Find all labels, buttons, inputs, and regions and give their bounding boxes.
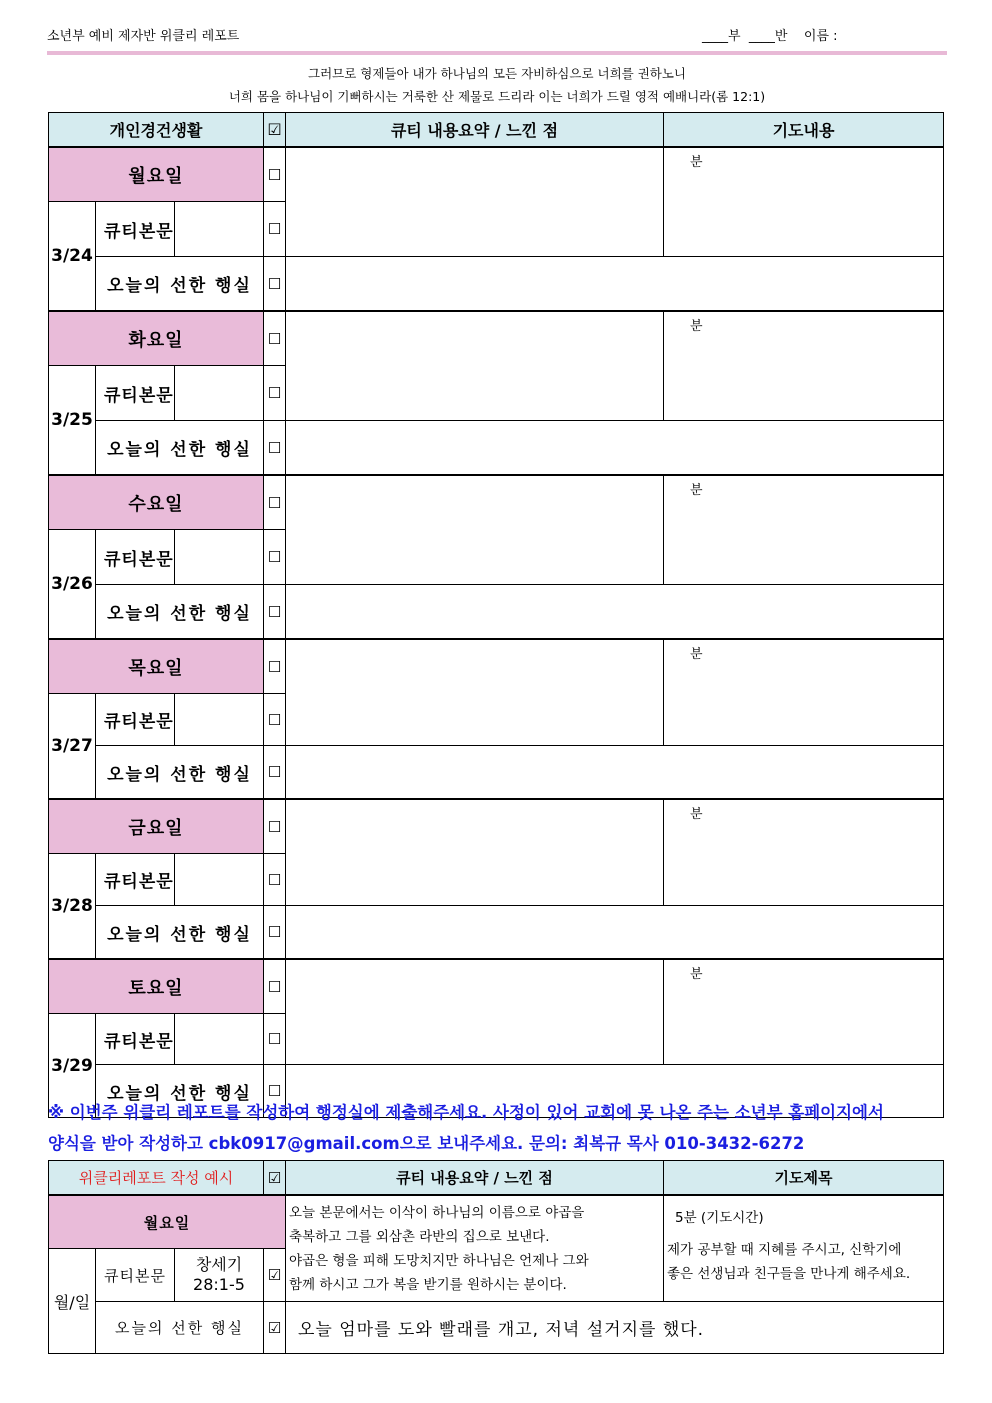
deed-field[interactable] (286, 257, 944, 312)
qt-reference-field[interactable] (175, 202, 264, 257)
submission-notice (48, 1097, 944, 1159)
qt-checkbox[interactable]: ☐ (264, 1014, 286, 1065)
deed-field[interactable] (286, 746, 944, 800)
deed-label: 오늘의 선한 행실 (96, 257, 264, 312)
deed-label: 오늘의 선한 행실 (96, 421, 264, 476)
col-header-prayer: 기도내용 (664, 113, 944, 148)
qt-label: 큐티본문 (96, 530, 175, 585)
example-qt-checkbox[interactable]: ☑ (264, 1249, 286, 1302)
example-day: 월요일 (49, 1195, 286, 1249)
day-name: 목요일 (49, 639, 264, 694)
deed-checkbox[interactable]: ☐ (264, 906, 286, 960)
qt-label: 큐티본문 (96, 694, 175, 746)
deed-field[interactable] (286, 421, 944, 476)
weekly-report-table (48, 112, 944, 1118)
class-name-fields: ____부 ____반 이름 : (702, 29, 838, 44)
day-name: 토요일 (49, 959, 264, 1014)
day-name: 금요일 (49, 799, 264, 854)
day-name: 월요일 (49, 147, 264, 202)
prayer-field[interactable] (664, 311, 944, 421)
deed-label: 오늘의 선한 행실 (96, 585, 264, 640)
day-checkbox[interactable]: ☐ (264, 799, 286, 854)
notice-line-2: 양식을 받아 작성하고 cbk0917@gmail.com으로 보내주세요. 문의: 최복규 목사 010-3432-6272 (48, 1134, 805, 1153)
qt-label: 큐티본문 (96, 366, 175, 421)
qt-checkbox[interactable]: ☐ (264, 530, 286, 585)
qt-summary-field[interactable] (286, 311, 664, 421)
day-checkbox[interactable]: ☐ (264, 959, 286, 1014)
qt-checkbox[interactable]: ☐ (264, 854, 286, 906)
qt-summary-field[interactable] (286, 959, 664, 1065)
example-qt-reference: 창세기 28:1-5 (175, 1249, 264, 1302)
minutes-label: 분 (690, 483, 703, 498)
example-deed-text: 오늘 엄마를 도와 빨래를 개고, 저녁 설거지를 했다. (286, 1302, 944, 1354)
notice-line-1: ※ 이번주 위클리 레포트를 작성하여 행정실에 제출해주세요. 사정이 있어 교회에 못 나온 주는 소년부 홈페이지에서 (48, 1103, 884, 1122)
minutes-label: 분 (690, 155, 703, 170)
day-name: 화요일 (49, 311, 264, 366)
qt-label: 큐티본문 (96, 1014, 175, 1065)
deed-checkbox[interactable]: ☐ (264, 746, 286, 800)
prayer-field[interactable] (664, 639, 944, 746)
example-title: 위클리레포트 작성 예시 (49, 1161, 264, 1196)
example-table (48, 1160, 944, 1354)
qt-summary-field[interactable] (286, 639, 664, 746)
example-prayer: 5분 (기도시간) 제가 공부할 때 지혜를 주시고, 신학기에 좋은 선생님과 친구들을 만나게 해주세요. (664, 1195, 944, 1302)
minutes-label: 분 (690, 967, 703, 982)
example-qt-summary: 오늘 본문에서는 이삭이 하나님의 이름으로 야곱을 축복하고 그를 외삼촌 라반의 집으로 보낸다. 야곱은 형을 피해 도망치지만 하나님은 언제나 그와 함께 하시고 그가 복을 받기를 원하시는 분이다. (286, 1195, 664, 1302)
deed-checkbox[interactable]: ☐ (264, 1065, 286, 1118)
day-date: 3/26 (49, 530, 96, 640)
deed-label: 오늘의 선한 행실 (96, 746, 264, 800)
qt-reference-field[interactable] (175, 854, 264, 906)
prayer-field[interactable] (664, 147, 944, 257)
qt-summary-field[interactable] (286, 799, 664, 906)
deed-field[interactable] (286, 906, 944, 960)
example-date: 월/일 (49, 1249, 96, 1354)
verse-line-1: 그러므로 형제들아 내가 하나님의 모든 자비하심으로 너희를 권하노니 (308, 66, 686, 81)
report-title: 소년부 예비 제자반 위클리 레포트 (47, 29, 240, 44)
col-header-qt: 큐티 내용요약 / 느낀 점 (286, 113, 664, 148)
qt-label: 큐티본문 (96, 202, 175, 257)
deed-label: 오늘의 선한 행실 (96, 906, 264, 960)
day-checkbox[interactable]: ☐ (264, 147, 286, 202)
prayer-field[interactable] (664, 475, 944, 585)
day-name: 수요일 (49, 475, 264, 530)
qt-label: 큐티본문 (96, 854, 175, 906)
example-qt-label: 큐티본문 (96, 1249, 175, 1302)
minutes-label: 분 (690, 319, 703, 334)
col-header-life: 개인경건생활 (49, 113, 264, 148)
qt-reference-field[interactable] (175, 366, 264, 421)
col-header-check: ☑ (264, 113, 286, 148)
day-date: 3/25 (49, 366, 96, 476)
header-divider (47, 51, 947, 55)
deed-checkbox[interactable]: ☐ (264, 421, 286, 476)
qt-checkbox[interactable]: ☐ (264, 202, 286, 257)
minutes-label: 분 (690, 647, 703, 662)
qt-summary-field[interactable] (286, 147, 664, 257)
example-col-check: ☑ (264, 1161, 286, 1196)
day-checkbox[interactable]: ☐ (264, 475, 286, 530)
qt-reference-field[interactable] (175, 1014, 264, 1065)
example-col-qt: 큐티 내용요약 / 느낀 점 (286, 1161, 664, 1196)
deed-checkbox[interactable]: ☐ (264, 585, 286, 640)
prayer-field[interactable] (664, 799, 944, 906)
example-deed-label: 오늘의 선한 행실 (96, 1302, 264, 1354)
deed-field[interactable] (286, 585, 944, 640)
day-checkbox[interactable]: ☐ (264, 639, 286, 694)
deed-label: 오늘의 선한 행실 (96, 1065, 264, 1118)
day-date: 3/24 (49, 202, 96, 312)
day-date: 3/27 (49, 694, 96, 800)
qt-reference-field[interactable] (175, 530, 264, 585)
day-checkbox[interactable]: ☐ (264, 311, 286, 366)
minutes-label: 분 (690, 807, 703, 822)
day-date: 3/29 (49, 1014, 96, 1118)
qt-checkbox[interactable]: ☐ (264, 366, 286, 421)
example-deed-checkbox[interactable]: ☑ (264, 1302, 286, 1354)
verse-line-2: 너희 몸을 하나님이 기뻐하시는 거룩한 산 제물로 드리라 이는 너희가 드릴 영적 예배니라(롬 12:1) (228, 89, 766, 104)
prayer-field[interactable] (664, 959, 944, 1065)
day-date: 3/28 (49, 854, 96, 960)
example-col-prayer: 기도제목 (664, 1161, 944, 1196)
qt-summary-field[interactable] (286, 475, 664, 585)
qt-checkbox[interactable]: ☐ (264, 694, 286, 746)
deed-checkbox[interactable]: ☐ (264, 257, 286, 312)
qt-reference-field[interactable] (175, 694, 264, 746)
